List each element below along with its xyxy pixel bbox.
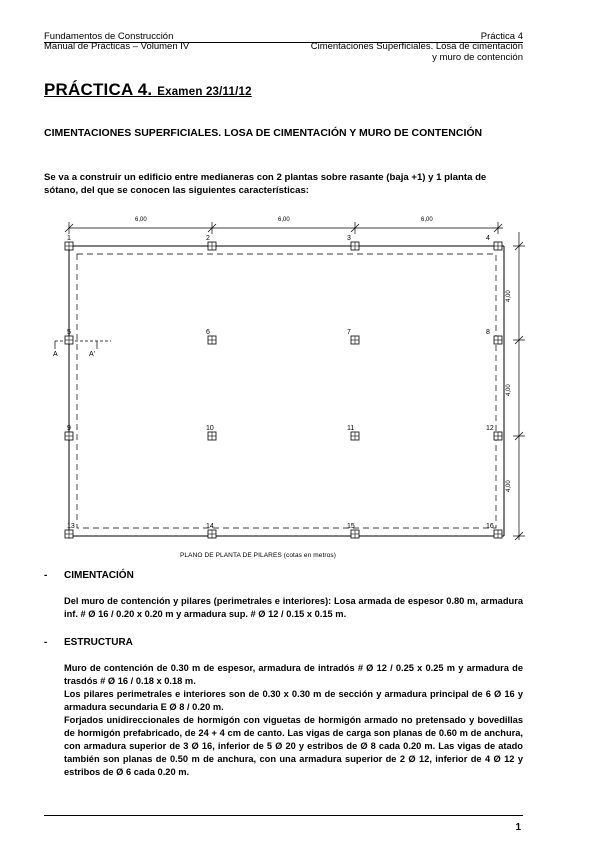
plan-caption: PLANO DE PLANTA DE PILARES (cotas en metros) <box>180 552 336 559</box>
section-title-cimentacion: - CIMENTACIÓN <box>44 570 134 581</box>
pillar-6 <box>208 336 216 344</box>
pillar-plan-drawing <box>55 210 525 550</box>
section-title-cimentacion-text: CIMENTACIÓN <box>64 570 134 581</box>
pillar-8 <box>494 336 502 344</box>
pillar-label-3: 3 <box>347 235 351 242</box>
pillar-2 <box>208 242 216 250</box>
section-estructura-body <box>64 662 523 779</box>
pillar-label-12: 12 <box>486 425 494 432</box>
footer-rule <box>44 815 523 816</box>
dim-label-right-3: 4,00 <box>506 480 512 492</box>
pillar-markers <box>65 242 502 538</box>
pillar-label-2: 2 <box>206 235 210 242</box>
header-topic-line-1: Cimentaciones Superficiales. Losa de cimentación <box>310 41 523 52</box>
practice-title <box>44 80 252 100</box>
pillar-label-4: 4 <box>486 235 490 242</box>
section-title-estructura-text: ESTRUCTURA <box>64 637 133 648</box>
pillar-4 <box>494 242 502 250</box>
section-label-a-prime: A' <box>89 351 96 358</box>
dim-label-top-3: 6,00 <box>421 217 433 223</box>
inner-dashed-outline <box>77 254 496 528</box>
cimentacion-paragraph-1: Del muro de contención y pilares (perimetrales e interiores): Losa armada de espesor 0.80 m, armadura inf. # Ø 16 / 0.20 x 0.20 m y armadura sup. # Ø 12 / 0.15 x 0.15 m. <box>64 596 523 619</box>
pillar-label-11: 11 <box>347 425 355 432</box>
section-heading: CIMENTACIONES SUPERFICIALES. LOSA DE CIMENTACIÓN Y MURO DE CONTENCIÓN <box>44 127 483 139</box>
pillar-13 <box>65 530 73 538</box>
page-number: 1 <box>515 822 521 833</box>
pillar-label-14: 14 <box>206 523 214 530</box>
pillar-14 <box>208 530 216 538</box>
practice-title-exam-date: Examen 23/11/12 <box>157 86 252 98</box>
pillar-16 <box>494 530 502 538</box>
pillar-9 <box>65 432 73 440</box>
pillar-label-6: 6 <box>206 329 210 336</box>
dim-label-top-1: 6,00 <box>135 217 147 223</box>
header-topic <box>243 42 523 63</box>
intro-paragraph: Se va a construir un edificio entre medianeras con 2 plantas sobre rasante (baja +1) y 1 planta de sótano, del que se conocen las siguientes características: <box>44 172 487 196</box>
pillar-label-1: 1 <box>67 235 71 242</box>
pillar-1 <box>65 242 73 250</box>
pillar-5 <box>65 336 73 344</box>
pillar-12 <box>494 432 502 440</box>
pillar-label-13: 13 <box>67 523 75 530</box>
section-label-a: A <box>53 351 58 358</box>
pillar-label-5: 5 <box>67 329 71 336</box>
pillar-label-16: 16 <box>486 523 494 530</box>
estructura-paragraph-3: Forjados unidireccionales de hormigón con viguetas de hormigón armado no pretensado y bovedillas de hormigón prefabricado, de 24 + 4 cm de canto. Las vigas de carga son planas de 0.60 m de anchura, con armadura superior de 3 Ø 16, inferior de 5 Ø 20 y estribos de Ø 8 cada 0.20 m. Las vigas de atado también son planas de 0.50 m de anchura, con una armadura superior de 2 Ø 12, inferior de 4 Ø 12 y estribos de Ø 6 cada 0.20 m. <box>64 715 523 777</box>
header-course-title: Fundamentos de Construcción <box>44 31 174 42</box>
pillar-label-8: 8 <box>486 329 490 336</box>
pillar-label-9: 9 <box>67 425 71 432</box>
section-title-estructura: - ESTRUCTURA <box>44 637 133 648</box>
pillar-11 <box>351 432 359 440</box>
header-practice-number: Práctica 4 <box>480 31 523 42</box>
pillar-7 <box>351 336 359 344</box>
header-manual-volume: Manual de Prácticas – Volumen IV <box>44 41 190 52</box>
pillar-15 <box>351 530 359 538</box>
pillar-label-7: 7 <box>347 329 351 336</box>
estructura-paragraph-1: Muro de contención de 0.30 m de espesor, armadura de intradós # Ø 12 / 0.25 x 0.25 m y armadura de trasdós # Ø 16 / 0.18 x 0.18 m. <box>64 663 523 686</box>
estructura-paragraph-2: Los pilares perimetrales e interiores son de 0.30 x 0.30 m de sección y armadura principal de 6 Ø 16 y armadura secundaria E Ø 8 / 0.20 m. <box>64 689 523 712</box>
dim-label-top-2: 6,00 <box>278 217 290 223</box>
dim-label-right-2: 4,00 <box>506 384 512 396</box>
dim-label-right-1: 4,00 <box>506 290 512 302</box>
pillar-label-15: 15 <box>347 523 355 530</box>
section-cimentacion-body <box>64 595 523 621</box>
pillar-label-10: 10 <box>206 425 214 432</box>
pillar-3 <box>351 242 359 250</box>
header-topic-line-2: y muro de contención <box>432 51 523 63</box>
pillar-10 <box>208 432 216 440</box>
practice-title-main: PRÁCTICA 4. <box>44 80 153 99</box>
